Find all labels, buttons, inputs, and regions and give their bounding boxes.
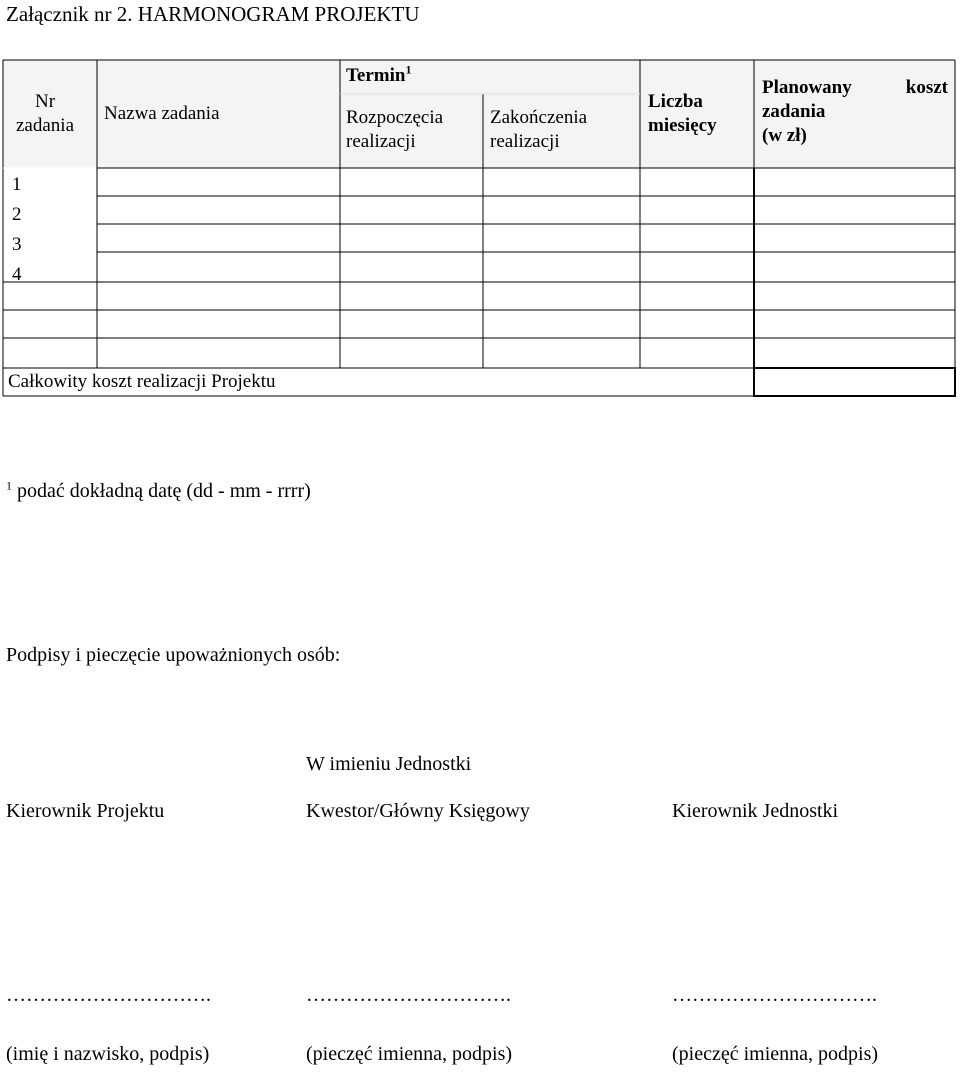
- header-planowany-koszt: Planowany koszt zadania (w zł): [762, 77, 948, 146]
- header-liczba-miesiecy: Liczba miesięcy: [648, 91, 717, 136]
- signatures-intro: Podpisy i pieczęcie upoważnionych osób:: [6, 644, 341, 666]
- schedule-table-grid: [0, 0, 960, 400]
- footnote: [6, 480, 311, 503]
- signature-caption-1: (imię i nazwisko, podpis): [6, 1043, 210, 1065]
- role-kierownik-jednostki: Kierownik Jednostki: [672, 800, 839, 822]
- signature-line-3: ………………………….: [672, 984, 877, 1006]
- footnote-mark: 1: [6, 478, 12, 493]
- signature-line-1: ………………………….: [6, 984, 211, 1006]
- header-termin: Termin$^1$: [346, 62, 412, 86]
- header-nr-zadania: Nr zadania: [15, 91, 74, 136]
- total-cost-label: Całkowity koszt realizacji Projektu: [8, 371, 276, 392]
- row-number: 3: [12, 234, 22, 255]
- role-kwestor: Kwestor/Główny Księgowy: [306, 800, 530, 822]
- row-number: 1: [12, 174, 22, 195]
- row-number: 2: [12, 204, 22, 225]
- role-kierownik-projektu: Kierownik Projektu: [6, 800, 165, 822]
- signature-line-2: ………………………….: [306, 984, 511, 1006]
- signature-caption-2: (pieczęć imienna, podpis): [306, 1043, 513, 1065]
- header-rozpoczecia: Rozpoczęcia realizacji: [346, 107, 444, 152]
- row-number: 4: [12, 264, 22, 285]
- document-title: Załącznik nr 2. HARMONOGRAM PROJEKTU: [6, 2, 420, 26]
- row-numbers: [12, 170, 22, 290]
- header-nazwa-zadania: Nazwa zadania: [104, 103, 220, 124]
- on-behalf-label: W imieniu Jednostki: [306, 753, 472, 775]
- signature-caption-3: (pieczęć imienna, podpis): [672, 1043, 879, 1065]
- header-zakonczenia: Zakończenia realizacji: [490, 107, 588, 152]
- footnote-text: podać dokładną datę (dd - mm - rrrr): [17, 480, 311, 502]
